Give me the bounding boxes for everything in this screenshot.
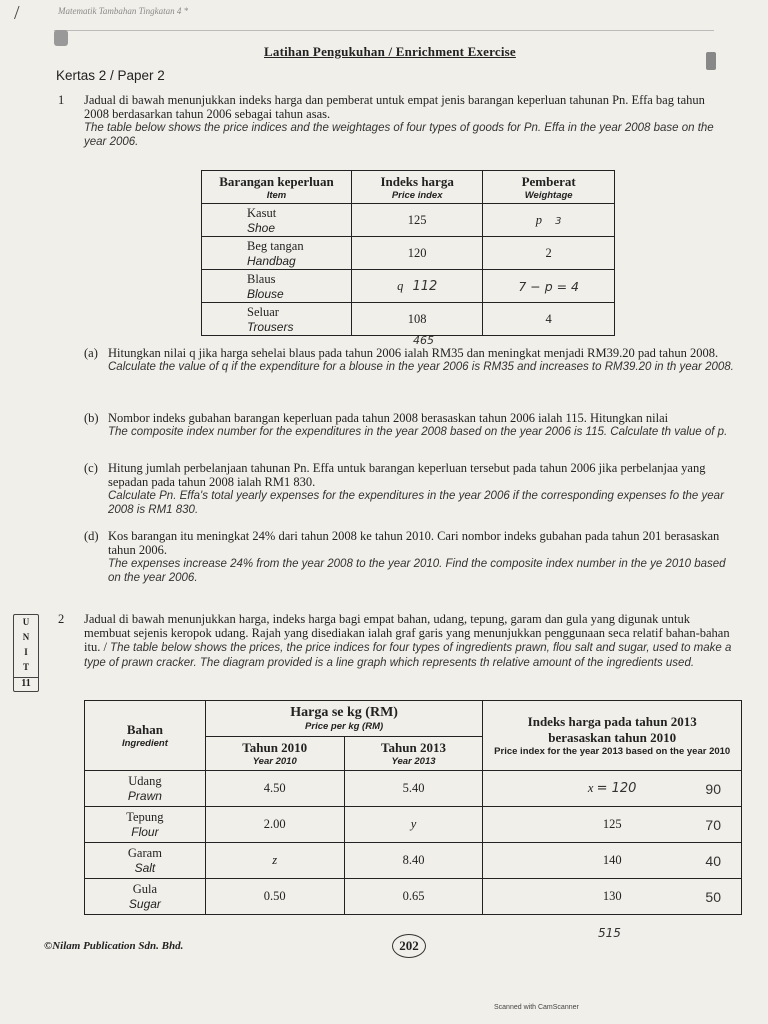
q1-header-weight: Pemberat Weightage: [483, 171, 615, 204]
table-row: [202, 237, 615, 270]
q1-number: 1: [58, 93, 65, 107]
q2-row-sugar-2010: 0.50: [205, 879, 344, 915]
q1-row-shoe-weight: p 3: [483, 204, 615, 237]
q2-row-salt-item: Garam Salt: [85, 843, 206, 879]
table-row: [202, 270, 615, 303]
q2-header-2010: Tahun 2010 Year 2010: [205, 737, 344, 771]
q2-text-ms: Jadual di bawah menunjukkan harga, indeks harga bagi empat bahan, udang, tepung, garam dan gula yang digunak untuk membuat sejenis keropok udang. Rajah yang disediakan ialah graf garis yang menunjukkan penggunaan seca relatif bahan-bahan itu. /: [84, 612, 730, 654]
table-row: [85, 879, 742, 915]
q1-row-handbag-index: 120: [352, 237, 483, 270]
scanner-watermark: Scanned with CamScanner: [494, 1004, 579, 1011]
q1-header-item: Barangan keperluan Item: [202, 171, 352, 204]
q2-hand-sum: 515: [598, 926, 621, 940]
q1-row-blouse-index: q 112: [352, 270, 483, 303]
q1-table: [201, 170, 615, 336]
section-title: Latihan Pengukuhan / Enrichment Exercise: [264, 44, 516, 59]
title-rule: [54, 30, 714, 45]
q2-row-flour-item: Tepung Flour: [85, 807, 206, 843]
q1-row-trousers-index: 108: [352, 303, 483, 336]
q2-row-salt-2010: z: [205, 843, 344, 879]
q2-row-sugar-index: 130 50: [483, 879, 742, 915]
q2-row-sugar-2013: 0.65: [344, 879, 483, 915]
q2-row-flour-index: 125 70: [483, 807, 742, 843]
q1-hand-sum: 465: [413, 334, 434, 347]
q1-row-handbag-weight: 2: [483, 237, 615, 270]
q2-row-prawn-index: x = 120 90: [483, 771, 742, 807]
q2-row-sugar-item: Gula Sugar: [85, 879, 206, 915]
q2-header-ingredient: Bahan Ingredient: [85, 701, 206, 771]
q1-part-d: (d) Kos barangan itu meningkat 24% dari tahun 2008 ke tahun 2010. Cari nombor indeks gubahan pada tahun 201 berasaskan tahun 2006. The expenses increase 24% from the year 2008 to the year 2010. Find the composite index number in the ye 2010 based on the year 2006.: [84, 529, 726, 584]
table-row: [85, 807, 742, 843]
table-row: [202, 303, 615, 336]
q1-part-a: (a) Hitungkan nilai q jika harga sehelai blaus pada tahun 2006 ialah RM35 dan meningkat menjadi RM39.20 pad tahun 2008. Calculate the value of q if the expenditure for a blouse in the year 2006 is RM35 and increases to RM39.20 in th year 2008.: [84, 346, 734, 373]
q1-row-shoe-index: 125: [352, 204, 483, 237]
publisher: ©Nilam Publication Sdn. Bhd.: [44, 940, 184, 952]
q2-number: 2: [58, 612, 65, 626]
q2-row-prawn-2010: 4.50: [205, 771, 344, 807]
q1-row-trousers-item: Seluar Trousers: [202, 303, 352, 336]
q1-row-handbag-item: Beg tangan Handbag: [202, 237, 352, 270]
q2-text: [84, 612, 734, 670]
table-row: [85, 771, 742, 807]
q1-text-en: The table below shows the price indices and the weightages of four types of goods for Pn. Effa in the year 2008 base on the year 2006.: [84, 122, 714, 148]
q1-row-shoe-item: Kasut Shoe: [202, 204, 352, 237]
table-row: [85, 843, 742, 879]
title-bar-left-cap: [54, 30, 68, 46]
q1-row-blouse-item: Blaus Blouse: [202, 270, 352, 303]
q2-header-index: Indeks harga pada tahun 2013 berasaskan tahun 2010 Price index for the year 2013 based on the year 2010: [483, 701, 742, 771]
q1-text: [84, 93, 724, 149]
book-title: Matematik Tambahan Tingkatan 4 *: [58, 6, 189, 16]
q2-table: [84, 700, 742, 915]
q2-header-price: Harga se kg (RM) Price per kg (RM): [205, 701, 483, 737]
unit-tab: U N I T 11: [13, 614, 39, 692]
q2-row-prawn-2013: 5.40: [344, 771, 483, 807]
q1-row-blouse-weight: 7 − p = 4: [483, 270, 615, 303]
q2-row-flour-2013: y: [344, 807, 483, 843]
paper-label: Kertas 2 / Paper 2: [56, 68, 165, 83]
q2-row-prawn-item: Udang Prawn: [85, 771, 206, 807]
q1-row-trousers-weight: 4: [483, 303, 615, 336]
q1-text-ms: Jadual di bawah menunjukkan indeks harga dan pemberat untuk empat jenis barangan keperluan tahunan Pn. Effa bag tahun 2008 berdasarkan tahun 2006 sebagai tahun asas.: [84, 93, 705, 121]
q1-part-c: (c) Hitung jumlah perbelanjaan tahunan Pn. Effa untuk barangan keperluan tersebut pada tahun 2006 jika perbelanjaa yang sepadan pada tahun 2008 ialah RM1 830. Calculate Pn. Effa's total yearly expenses for the expenditures in the year 2006 if the corresponding expenses fo the year 2008 is RM1 830.: [84, 461, 724, 516]
pen-mark: /: [14, 2, 20, 24]
q2-row-flour-2010: 2.00: [205, 807, 344, 843]
q2-row-salt-index: 140 40: [483, 843, 742, 879]
table-row: [202, 204, 615, 237]
q2-row-salt-2013: 8.40: [344, 843, 483, 879]
q1-header-index: Indeks harga Price index: [352, 171, 483, 204]
q2-text-en: The table below shows the prices, the price indices for four types of ingredients prawn, flou salt and sugar, used to make a type of prawn cracker. The diagram provided is a line graph which represents th relative amount of the ingredients used.: [84, 642, 732, 669]
page-number: 202: [392, 934, 426, 958]
title-bar-right-cap: [706, 52, 716, 70]
q2-header-2013: Tahun 2013 Year 2013: [344, 737, 483, 771]
q1-part-b: (b) Nombor indeks gubahan barangan keperluan pada tahun 2008 berasaskan tahun 2006 ialah 115. Hitungkan nilai The composite index number for the expenditures in the year 2008 based on the year 2006 is 115. Calculate th value of p.: [84, 411, 728, 438]
